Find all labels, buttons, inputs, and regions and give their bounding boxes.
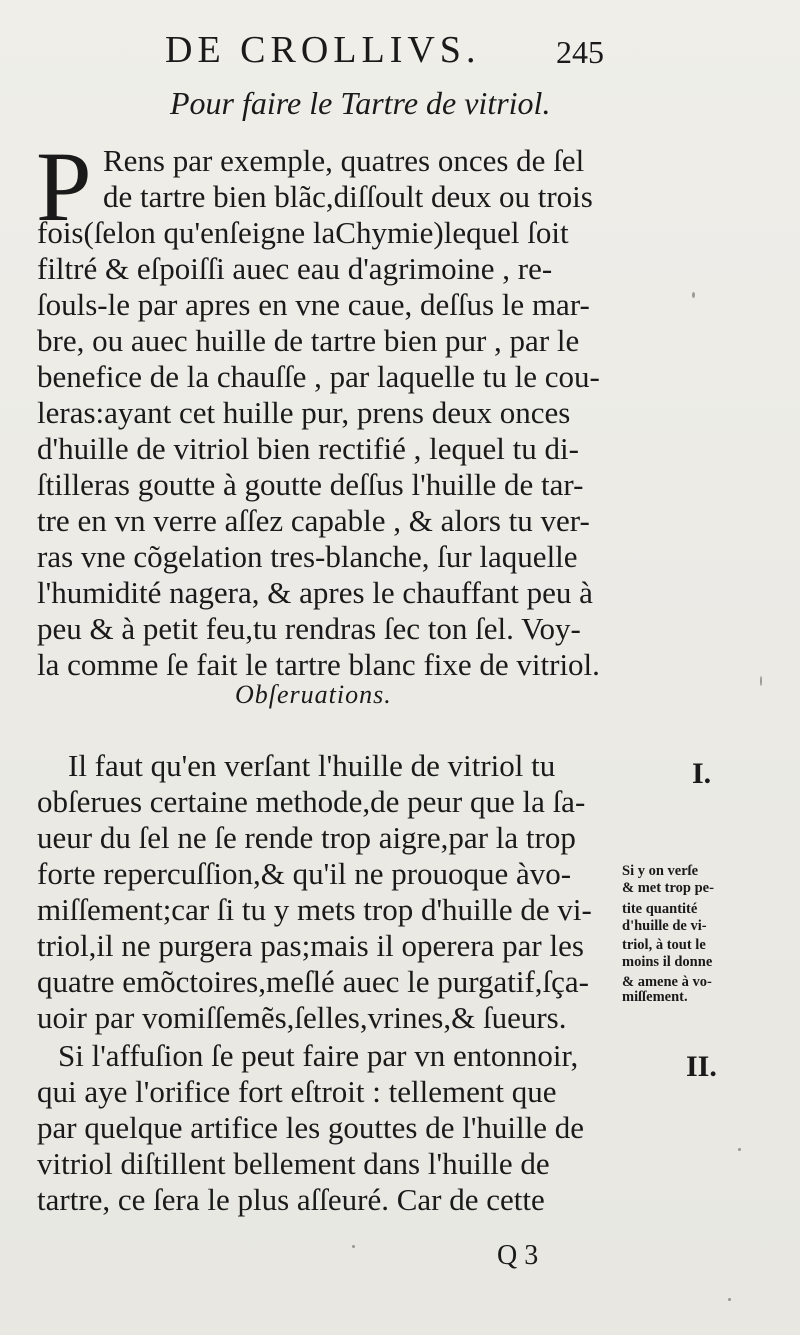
margin-note-line: Si y on verſe [622,863,699,879]
page-number: 245 [556,34,604,70]
text-line: filtré & eſpoiſſi auec eau d'agrimoine , re- [37,251,553,286]
text-line: d'huille de vitriol bien rectifié , lequel tu di- [37,431,579,466]
paper-speck [692,292,695,298]
text-line: fois(ſelon qu'enſeigne laChymie)lequel ſoit [37,215,569,250]
paper-speck [728,1298,731,1301]
text-line: leras:ayant cet huille pur, prens deux onces [37,395,571,430]
paper-speck [760,676,762,686]
text-line: triol,il ne purgera pas;mais il operera par les [37,928,584,963]
text-line: la comme ſe fait le tartre blanc fixe de vitriol. [37,647,600,682]
margin-note-line: tite quantité [622,901,698,917]
text-line: miſſement;car ſi tu y mets trop d'huille de vi- [37,892,592,927]
paper-speck [738,1148,741,1151]
text-line: par quelque artifice les gouttes de l'huille de [37,1110,585,1145]
observations-heading: Obſeruations. [235,680,392,709]
running-head: DE CROLLIVS. [165,29,481,71]
text-line: Si l'affuſion ſe peut faire par vn entonnoir, [58,1038,579,1073]
text-line: ueur du ſel ne ſe rende trop aigre,par la trop [37,820,576,855]
drop-capital: P [36,131,92,242]
text-line: ras vne cõgelation tres-blanche, ſur laquelle [37,539,578,574]
margin-note-line: triol, à tout le [622,937,706,953]
margin-note-line: miſſement. [622,989,688,1005]
section-title: Pour faire le Tartre de vitriol. [170,85,551,121]
text-line: ſouls-le par apres en vne caue, deſſus le mar- [37,287,590,322]
margin-numeral-2: II. [686,1050,717,1083]
text-line: qui aye l'orifice fort eſtroit : tellement que [37,1074,557,1109]
catchword: Q 3 [497,1240,539,1271]
text-line: ſtilleras goutte à goutte deſſus l'huille de tar- [37,467,584,502]
paper-speck [352,1245,355,1248]
margin-note-line: moins il donne [622,954,713,970]
text-line: vitriol diſtillent bellement dans l'huille de [37,1146,550,1181]
text-line: Il faut qu'en verſant l'huille de vitriol tu [68,748,556,783]
text-line: peu & à petit feu,tu rendras ſec ton ſel. Voy- [37,611,581,646]
text-line: de tartre bien blãc,diſſoult deux ou trois [103,179,593,214]
text-line: Rens par exemple, quatres onces de ſel [103,143,585,178]
margin-note-line: & amene à vo- [622,974,712,990]
text-line: uoir par vomiſſemẽs,ſelles,vrines,& ſueurs. [37,1000,567,1035]
text-line: tre en vn verre aſſez capable , & alors tu ver- [37,503,590,538]
margin-note-line: & met trop pe- [622,880,714,896]
text-line: quatre emõctoires,meſlé auec le purgatif,ſça- [37,964,589,999]
text-line: obſerues certaine methode,de peur que la ſa- [37,784,586,819]
text-line: tartre, ce ſera le plus aſſeuré. Car de cette [37,1182,545,1217]
text-line: forte repercuſſion,& qu'il ne prouoque àvo- [37,856,572,891]
margin-numeral-1: I. [692,757,712,790]
text-line: l'humidité nagera, & apres le chauffant peu à [37,575,593,610]
text-line: bre, ou auec huille de tartre bien pur , par le [37,323,580,358]
text-line: benefice de la chauſſe , par laquelle tu le cou- [37,359,600,394]
margin-note-line: d'huille de vi- [622,918,707,934]
